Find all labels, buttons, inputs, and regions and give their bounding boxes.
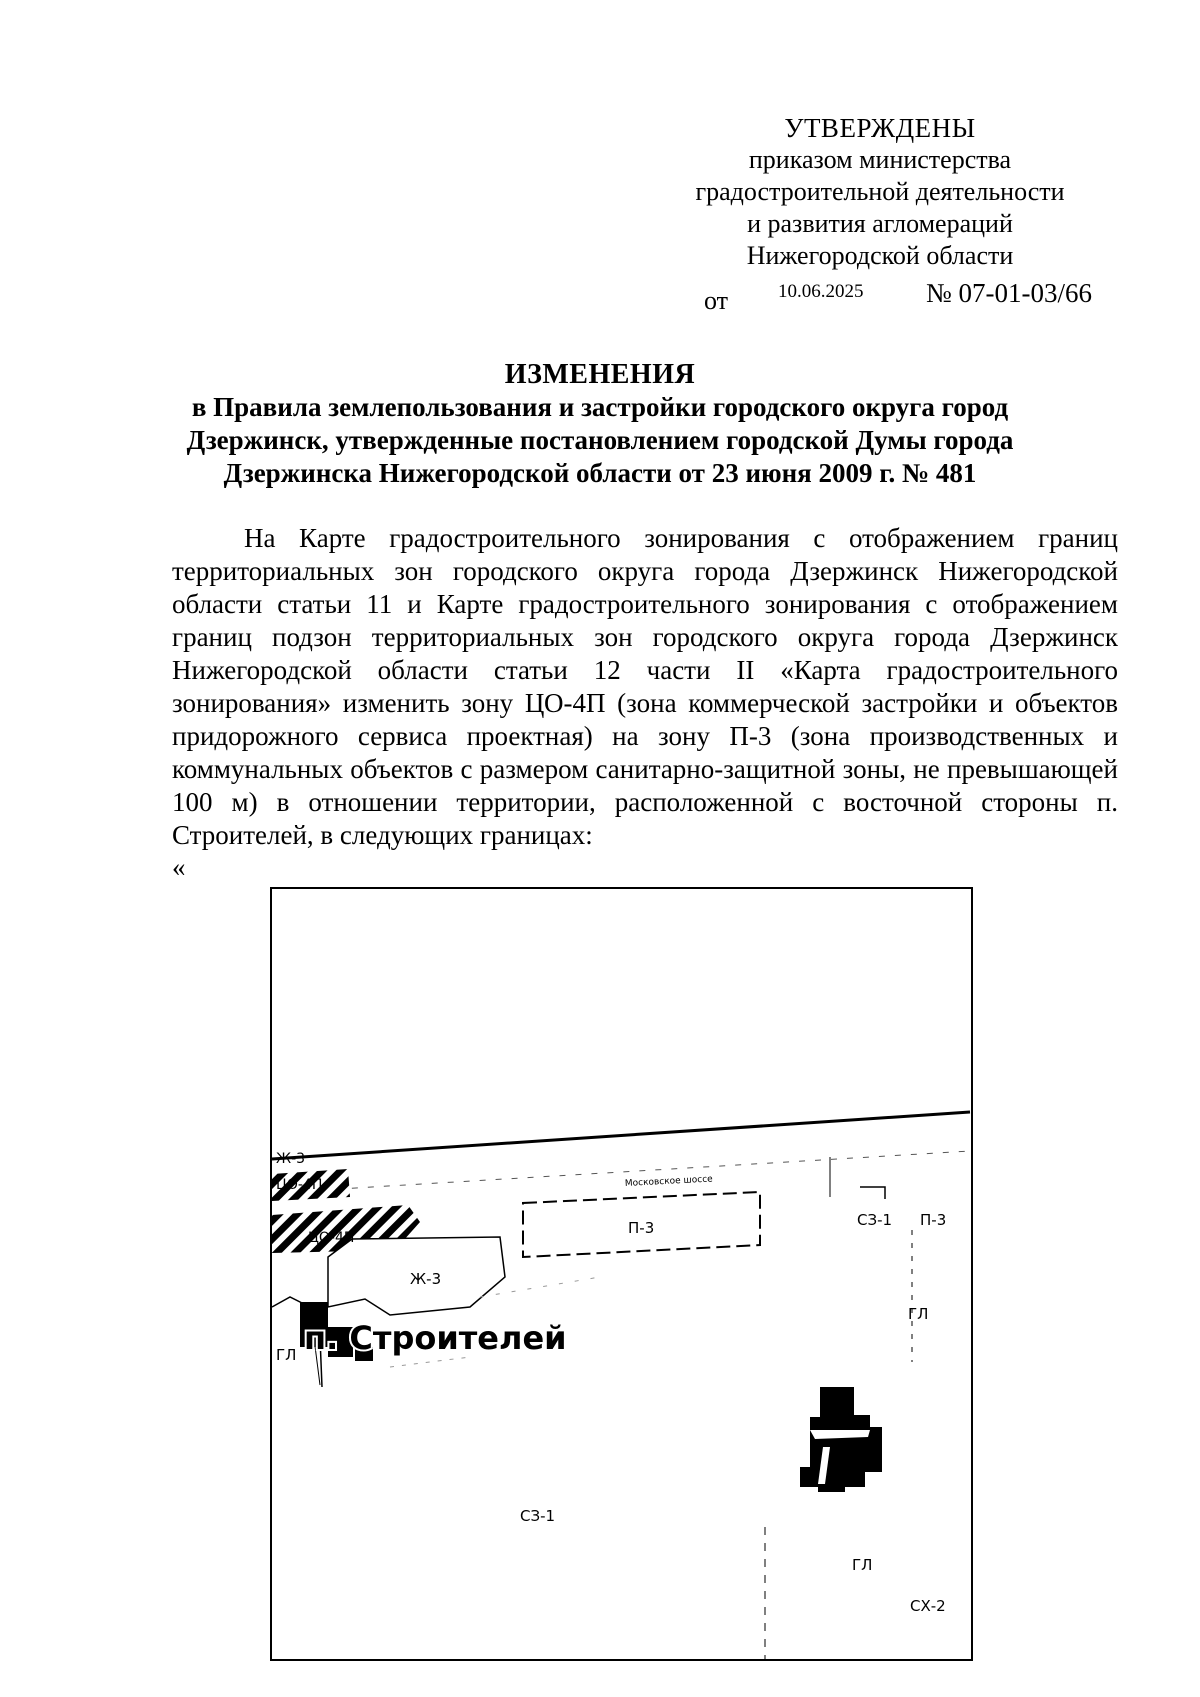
- label-road: Московское шоссе: [624, 1174, 713, 1189]
- approval-line-2: градостроительной деятельности: [695, 177, 1065, 206]
- label-zh3-top: Ж-3: [276, 1151, 306, 1167]
- body-paragraph: На Карте градостроительного зонирования с отображением границ территориальных зон городского округа города Дзержинск Нижегородской области статьи 11 и Карте градостроительного зонирования с отображением границ подзон территориальных зон городского округа города Дзержинск Нижегородской области статьи 12 части II «Карта градостроительного зонирования» изменить зону ЦО-4П (зона коммерческой застройки и объектов придорожного сервиса проектная) на зону П-3 (зона производственных и коммунальных объектов с размером санитарно-защитной зоны, не превышающей 100 м) в отношении территории, расположенной с восточной стороны п. Строителей, в следующих границах:: [172, 523, 1118, 850]
- heading-line-2: Дзержинск, утвержденные постановлением городской Думы города: [186, 425, 1014, 455]
- zoning-map: [270, 887, 973, 1661]
- body-paragraph-container: [172, 522, 1118, 852]
- order-date: 10.06.2025: [778, 281, 864, 302]
- approval-block: [640, 112, 1120, 272]
- label-sx2: СХ-2: [910, 1597, 946, 1615]
- open-quote: «: [172, 852, 186, 882]
- document-heading: [150, 358, 1050, 490]
- label-zh3-middle: Ж-3: [410, 1270, 442, 1288]
- order-from-label: от: [704, 286, 729, 315]
- label-co4p-middle: ЦО-4П: [308, 1230, 355, 1246]
- label-gl-right: ГЛ: [908, 1305, 929, 1323]
- order-line: [0, 276, 1200, 315]
- label-sz1-top: СЗ-1: [857, 1211, 893, 1229]
- heading-line-3: Дзержинска Нижегородской области от 23 июня 2009 г. № 481: [223, 458, 977, 488]
- approval-line-3: и развития агломераций: [747, 209, 1013, 238]
- label-sz1-bottom: СЗ-1: [520, 1507, 556, 1525]
- label-p3-right: П-3: [920, 1211, 947, 1229]
- heading-title: ИЗМЕНЕНИЯ: [504, 359, 696, 390]
- approval-title: УТВЕРЖДЕНЫ: [784, 113, 976, 143]
- label-co4p-top: ЦО-4П: [276, 1177, 323, 1193]
- label-settlement: п. Строителей: [304, 1319, 567, 1357]
- heading-line-1: в Правила землепользования и застройки городского округа город: [191, 392, 1009, 422]
- approval-line-4: Нижегородской области: [746, 241, 1014, 270]
- label-gl-left: ГЛ: [276, 1346, 297, 1364]
- approval-line-1: приказом министерства: [748, 145, 1012, 174]
- order-number: № 07-01-03/66: [926, 278, 1092, 308]
- label-gl-bottom: ГЛ: [852, 1556, 873, 1574]
- label-p3-center: П-3: [628, 1219, 655, 1237]
